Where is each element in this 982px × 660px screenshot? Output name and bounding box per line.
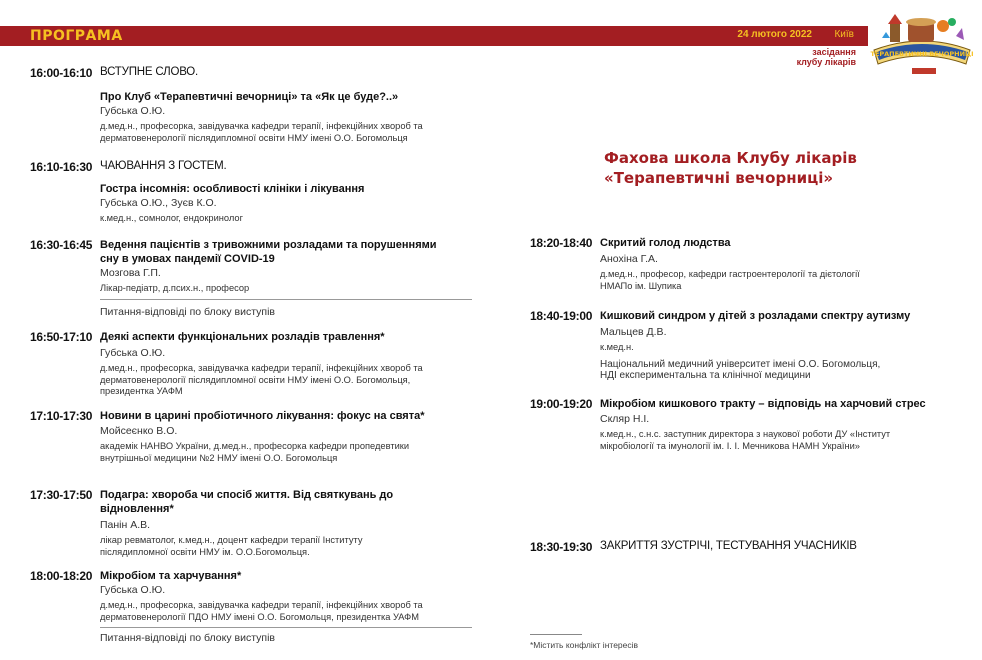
cred-line: Національний медичний університет імені О.О. Богомольця, bbox=[600, 358, 881, 370]
topic-line: сну в умовах пандемії COVID-19 bbox=[100, 253, 275, 265]
discussion-note: Питання-відповіді по блоку виступів bbox=[100, 632, 275, 644]
session-speaker: Анохіна Г.А. bbox=[600, 253, 658, 265]
session-time: 16:30-16:45 bbox=[30, 238, 93, 252]
cred-line: мікробіології та імунології ім. І. І. Мечникова НАМН України» bbox=[600, 440, 860, 451]
session-time: 16:00-16:10 bbox=[30, 66, 93, 80]
speaker-credentials bbox=[100, 213, 490, 225]
event-subtitle bbox=[797, 47, 856, 67]
cred-line: к.мед.н. bbox=[600, 342, 634, 352]
session-time: 18:30-19:30 bbox=[530, 540, 593, 554]
cred-line: к.мед.н., сомнолог, ендокринолог bbox=[100, 213, 243, 223]
session-speaker: Мальцев Д.В. bbox=[600, 326, 667, 338]
cred-line: академік НАНВО України, д.мед.н., професорка кафедри пропедевтики bbox=[100, 441, 410, 451]
program-title: ПРОГРАМА bbox=[30, 28, 123, 44]
session-topic bbox=[100, 238, 490, 266]
session-time: 16:10-16:30 bbox=[30, 160, 93, 174]
speaker-credentials bbox=[100, 600, 490, 623]
speaker-credentials bbox=[600, 429, 950, 452]
session-topic: Деякі аспекти функціональних розладів травлення* bbox=[100, 331, 385, 343]
school-title bbox=[604, 148, 934, 188]
event-date: 24 лютого 2022 bbox=[737, 29, 812, 40]
speaker-credentials bbox=[100, 441, 490, 464]
cred-line: президентка УАФМ bbox=[100, 386, 183, 396]
session-time: 18:20-18:40 bbox=[530, 236, 593, 250]
subtitle-line: засідання bbox=[812, 47, 856, 57]
event-city: Київ bbox=[834, 29, 854, 40]
topic-line: Подагра: хвороба чи спосіб життя. Від святкувань до bbox=[100, 489, 394, 501]
cred-line: дерматовенерології післядипломної освіти НМУ імені О.О. Богомольця bbox=[100, 132, 408, 143]
session-time: 17:10-17:30 bbox=[30, 409, 93, 423]
session-topic: Новини в царині пробіотичного лікування: фокус на свята* bbox=[100, 410, 425, 422]
session-time: 17:30-17:50 bbox=[30, 488, 93, 502]
cred-line: НМАПо ім. Шупика bbox=[600, 280, 682, 291]
discussion-note: Питання-відповіді по блоку виступів bbox=[100, 305, 275, 318]
speaker-credentials bbox=[600, 269, 950, 292]
subtitle-line: клубу лікарів bbox=[796, 57, 856, 67]
session-speaker: Скляр Н.І. bbox=[600, 413, 650, 425]
session-topic: Скритий голод людства bbox=[600, 237, 731, 249]
cred-line: д.мед.н., професорка, завідувачка кафедри терапії, інфекційних хвороб та bbox=[100, 121, 423, 131]
cred-line: д.мед.н., професорка, завідувачка кафедри терапії, інфекційних хвороб та bbox=[100, 363, 423, 373]
session-speaker: Панін А.В. bbox=[100, 519, 151, 531]
cred-line: післядипломної освіти НМУ ім. О.О.Богомольця. bbox=[100, 546, 310, 557]
club-logo-icon bbox=[868, 2, 976, 80]
footnote: *Містить конфлікт інтересів bbox=[530, 640, 639, 650]
session-speaker: Губська О.Ю. bbox=[100, 584, 166, 596]
school-title-line: Фахова школа Клубу лікарів bbox=[604, 149, 857, 167]
session-topic: Гостра інсомнія: особливості клініки і лікування bbox=[100, 183, 365, 195]
cred-line: лікар ревматолог, к.мед.н., доцент кафедри терапії Інституту bbox=[100, 535, 363, 545]
header-bar bbox=[0, 26, 868, 46]
session-speaker: Мозгова Г.П. bbox=[100, 267, 161, 279]
divider bbox=[100, 627, 472, 628]
speaker-credentials bbox=[100, 121, 490, 144]
session-topic: Мікробіом та харчування* bbox=[100, 570, 242, 582]
topic-line: Ведення пацієнтів з тривожними розладами та порушеннями bbox=[100, 239, 437, 251]
session-heading: ЧАЮВАННЯ З ГОСТЕМ. bbox=[100, 160, 227, 172]
session-time: 16:50-17:10 bbox=[30, 330, 93, 344]
session-topic: Кишковий синдром у дітей з розладами спектру аутизму bbox=[600, 310, 911, 322]
divider bbox=[100, 299, 472, 300]
session-time: 18:40-19:00 bbox=[530, 309, 593, 323]
session-speaker: Губська О.Ю., Зуєв К.О. bbox=[100, 197, 217, 209]
cred-line: к.мед.н., с.н.с. заступник директора з наукової роботи ДУ «Інститут bbox=[600, 429, 891, 439]
session-heading: ЗАКРИТТЯ ЗУСТРІЧІ, ТЕСТУВАННЯ УЧАСНИКІВ bbox=[600, 540, 857, 552]
session-topic bbox=[100, 488, 490, 516]
footnote-divider bbox=[530, 634, 582, 635]
cred-line: внутрішньої медицини №2 НМУ імені О.О. Богомольця bbox=[100, 452, 338, 463]
speaker-credentials bbox=[100, 283, 490, 295]
session-heading: ВСТУПНЕ СЛОВО. bbox=[100, 66, 199, 78]
cred-line: д.мед.н., професор, кафедри гастроентерології та дієтології bbox=[600, 269, 860, 279]
school-title-line: «Терапевтичні вечорниці» bbox=[604, 169, 834, 187]
topic-line: відновлення* bbox=[100, 503, 174, 515]
speaker-credentials bbox=[100, 535, 490, 558]
session-time: 19:00-19:20 bbox=[530, 397, 593, 411]
session-speaker: Мойсеєнко В.О. bbox=[100, 425, 178, 437]
cred-line: д.мед.н., професорка, завідувачка кафедри терапії, інфекційних хвороб та bbox=[100, 600, 423, 610]
session-topic: Мікробіом кишкового тракту – відповідь на харчовий стрес bbox=[600, 398, 926, 410]
cred-line: НДІ експериментальна та клінічної медицини bbox=[600, 370, 811, 381]
session-speaker: Губська О.Ю. bbox=[100, 347, 166, 359]
cred-line: Лікар-педіатр, д.псих.н., професор bbox=[100, 283, 250, 293]
speaker-affiliation bbox=[600, 359, 950, 382]
cred-line: дерматовенерології ПДО НМУ імені О.О. Богомольця, президентка УАФМ bbox=[100, 611, 419, 622]
session-speaker: Губська О.Ю. bbox=[100, 105, 166, 117]
speaker-credentials bbox=[600, 342, 950, 354]
session-time: 18:00-18:20 bbox=[30, 569, 93, 583]
speaker-credentials bbox=[100, 363, 490, 398]
cred-line: дерматовенерології післядипломної освіти НМУ імені О.О. Богомольця, bbox=[100, 374, 411, 385]
logo-text: ТЕРАПЕВТИЧНІ ВЕЧОРНИЦІ bbox=[870, 50, 974, 58]
session-topic: Про Клуб «Терапевтичні вечорниці» та «Як це буде?..» bbox=[100, 91, 399, 103]
